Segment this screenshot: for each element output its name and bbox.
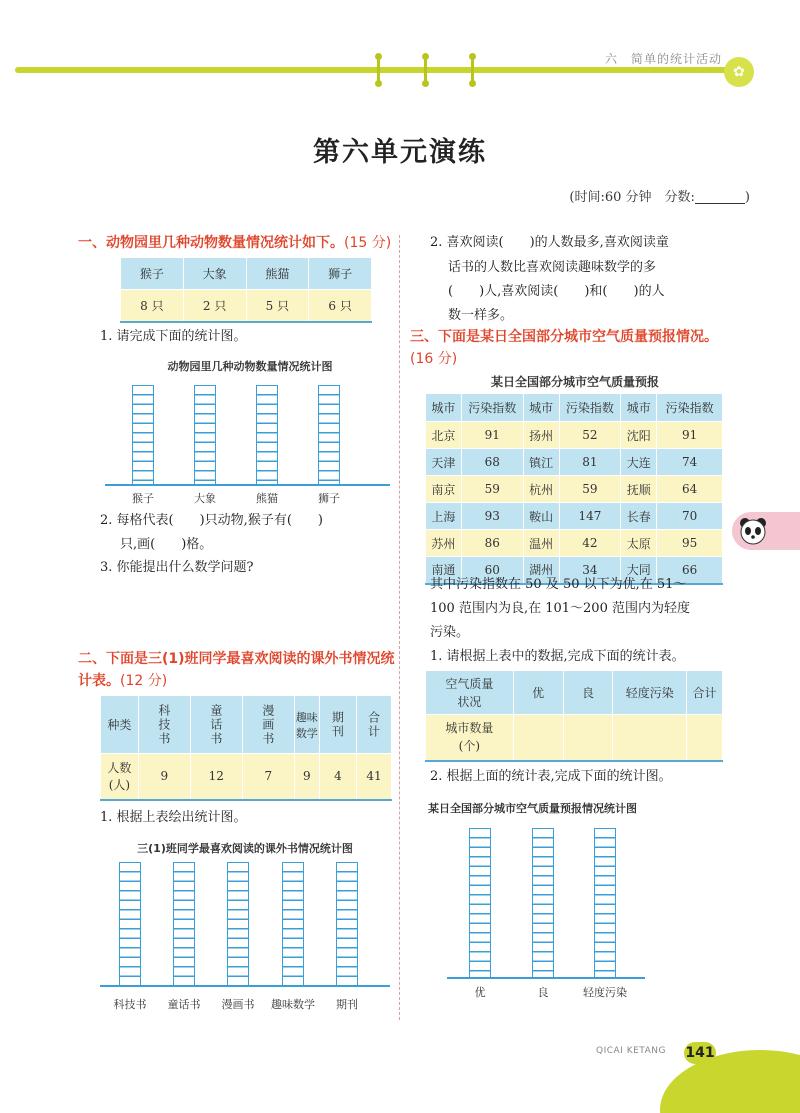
q3-index: 66 <box>657 557 723 584</box>
q3-index: 52 <box>559 422 621 449</box>
q1-value: 8 只 <box>121 290 184 322</box>
section-title: 六 简单的统计活动 <box>604 52 722 66</box>
q1-header: 猴子 <box>121 258 184 290</box>
q3-city: 湖州 <box>523 557 559 584</box>
q3-index: 74 <box>657 449 723 476</box>
q1-sub3: 3. 你能提出什么数学问题? <box>100 560 254 575</box>
q3-bar-label: 良 <box>537 986 549 999</box>
q3-table2-header: 优 <box>513 671 563 715</box>
q3-table-title: 某日全国部分城市空气质量预报 <box>490 375 659 389</box>
q2-header: 童话书 <box>190 696 242 754</box>
header-bead-icon <box>469 53 476 87</box>
q3-city: 上海 <box>426 503 462 530</box>
q3-index: 60 <box>461 557 523 584</box>
q3-city: 苏州 <box>426 530 462 557</box>
q3-city: 抚顺 <box>621 476 657 503</box>
q3-index: 68 <box>461 449 523 476</box>
q3-table-row <box>426 503 723 530</box>
q2-axis <box>100 985 390 987</box>
page-number: 141 <box>684 1042 716 1064</box>
q1-bar-grid[interactable] <box>256 385 278 485</box>
column-divider <box>399 235 400 1020</box>
q1-sub2: 2. 每格代表( )只动物,猴子有( ) <box>100 513 323 528</box>
q3-city: 沈阳 <box>621 422 657 449</box>
score-blank[interactable] <box>695 192 745 204</box>
q2-value: 12 <box>190 754 242 800</box>
q3-city: 北京 <box>426 422 462 449</box>
q3-sub2: 2. 根据上面的统计表,完成下面的统计图。 <box>430 769 672 784</box>
q2-data-label: 人数(人) <box>101 754 139 800</box>
q2-bar-label: 科技书 <box>113 998 147 1011</box>
q3-chart-title: 某日全国部分城市空气质量预报情况统计图 <box>428 802 637 815</box>
q1-title: 一、动物园里几种动物数量情况统计如下。(15 分) <box>78 235 392 251</box>
q3-desc2: 100 范围内为良,在 101～200 范围内为轻度 <box>430 601 690 616</box>
q3-city: 南通 <box>426 557 462 584</box>
q2-bar-label: 趣味数学 <box>271 998 315 1011</box>
q3-table-row <box>426 422 723 449</box>
q3-table2 <box>425 670 723 762</box>
q3-bar-grid[interactable] <box>594 828 616 978</box>
q1-sub2-cont: 只,画( )格。 <box>120 537 213 552</box>
q3-table2-input[interactable] <box>513 715 563 761</box>
q1-bar-grid[interactable] <box>132 385 154 485</box>
q3-index: 70 <box>657 503 723 530</box>
q1-bar-label: 猴子 <box>132 492 154 505</box>
q3-table-row <box>426 449 723 476</box>
header-bead-icon <box>422 53 429 87</box>
q2-bar-label: 漫画书 <box>221 998 255 1011</box>
q3-table-row <box>426 476 723 503</box>
panda-badge-icon: ✿ <box>724 57 754 87</box>
q3-table2-header: 轻度污染 <box>613 671 687 715</box>
q3-index: 59 <box>559 476 621 503</box>
q1-header: 熊猫 <box>246 258 309 290</box>
q2-bar-label: 童话书 <box>167 998 201 1011</box>
q2-title: 二、下面是三(1)班同学最喜欢阅读的课外书情况统计表。(12 分) <box>78 651 395 689</box>
q1-header: 大象 <box>183 258 246 290</box>
q2-sub2-line4: 数一样多。 <box>448 308 514 323</box>
q3-city: 鞍山 <box>523 503 559 530</box>
q1-bar-label: 大象 <box>194 492 216 505</box>
q2-sub2-line3: ( )人,喜欢阅读( )和( )的人 <box>448 284 665 299</box>
q2-header: 合计 <box>356 696 391 754</box>
q1-table <box>120 257 372 323</box>
q3-city: 南京 <box>426 476 462 503</box>
q3-table2-input[interactable] <box>563 715 613 761</box>
q3-index: 91 <box>657 422 723 449</box>
page-title: 第六单元演练 <box>313 137 487 168</box>
q2-value: 9 <box>138 754 190 800</box>
q3-index: 42 <box>559 530 621 557</box>
q3-index: 59 <box>461 476 523 503</box>
q3-index: 95 <box>657 530 723 557</box>
q2-bar-grid[interactable] <box>173 862 195 986</box>
q1-bar-label: 狮子 <box>318 492 340 505</box>
q3-city: 长春 <box>621 503 657 530</box>
q2-sub1: 1. 根据上表绘出统计图。 <box>100 810 247 825</box>
q2-sub2: 2. 喜欢阅读( )的人数最多,喜欢阅读童 <box>430 235 669 250</box>
q1-header: 狮子 <box>309 258 372 290</box>
q2-bar-label: 期刊 <box>336 998 358 1011</box>
q3-header-index: 污染指数 <box>657 394 723 422</box>
q1-bar-grid[interactable] <box>318 385 340 485</box>
q1-bar-label: 熊猫 <box>256 492 278 505</box>
q1-value: 2 只 <box>183 290 246 322</box>
q2-header: 期刊 <box>319 696 356 754</box>
q3-table2-header: 良 <box>563 671 613 715</box>
footer-decoration <box>660 1050 800 1113</box>
q2-table <box>100 695 392 801</box>
footer-brand: QICAI KETANG <box>596 1046 666 1056</box>
q3-index: 147 <box>559 503 621 530</box>
q3-city: 温州 <box>523 530 559 557</box>
q2-header: 趣味数学 <box>294 696 319 754</box>
q3-index: 91 <box>461 422 523 449</box>
q2-value: 4 <box>319 754 356 800</box>
q3-index: 34 <box>559 557 621 584</box>
q3-city: 扬州 <box>523 422 559 449</box>
q3-city: 镇江 <box>523 449 559 476</box>
q2-row-header: 种类 <box>101 696 139 754</box>
q3-index: 93 <box>461 503 523 530</box>
q3-bar-label: 优 <box>474 986 486 999</box>
q3-table <box>425 393 723 585</box>
q3-header-city: 城市 <box>523 394 559 422</box>
q3-table2-rowlabel: 城市数量 (个) <box>426 715 514 761</box>
q3-axis <box>447 977 645 979</box>
q3-desc3: 污染。 <box>430 625 470 640</box>
q1-sub1: 1. 请完成下面的统计图。 <box>100 329 247 344</box>
q2-bar-grid[interactable] <box>119 862 141 986</box>
q3-bar-grid[interactable] <box>469 828 491 978</box>
time-score-line: (时间:60 分钟 分数: ) <box>569 190 750 205</box>
q1-value: 5 只 <box>246 290 309 322</box>
panda-icon <box>738 516 768 546</box>
q3-header-city: 城市 <box>426 394 462 422</box>
q3-index: 81 <box>559 449 621 476</box>
q1-chart-title: 动物园里几种动物数量情况统计图 <box>167 360 333 373</box>
q3-table2-header: 合计 <box>687 671 723 715</box>
q2-chart-title: 三(1)班同学最喜欢阅读的课外书情况统计图 <box>137 842 353 855</box>
q2-header: 漫画书 <box>242 696 294 754</box>
q3-city: 天津 <box>426 449 462 476</box>
q1-bar-grid[interactable] <box>194 385 216 485</box>
q3-city: 大同 <box>621 557 657 584</box>
q3-header-city: 城市 <box>621 394 657 422</box>
q2-value: 41 <box>356 754 391 800</box>
q2-value: 7 <box>242 754 294 800</box>
q1-axis <box>105 484 390 486</box>
q3-table2-input[interactable] <box>613 715 687 761</box>
q3-bar-grid[interactable] <box>532 828 554 978</box>
q3-city: 杭州 <box>523 476 559 503</box>
q2-bar-grid[interactable] <box>282 862 304 986</box>
q3-header-index: 污染指数 <box>559 394 621 422</box>
q3-desc1: 其中污染指数在 50 及 50 以下为优,在 51～ <box>430 577 687 592</box>
q3-city: 太原 <box>621 530 657 557</box>
q2-header: 科技书 <box>138 696 190 754</box>
q3-header-index: 污染指数 <box>461 394 523 422</box>
q3-sub1: 1. 请根据上表中的数据,完成下面的统计表。 <box>430 649 685 664</box>
q3-bar-label: 轻度污染 <box>583 986 627 999</box>
q3-index: 64 <box>657 476 723 503</box>
q2-value: 9 <box>294 754 319 800</box>
q3-table2-input[interactable] <box>687 715 723 761</box>
header-bead-icon <box>375 53 382 87</box>
q2-bar-grid[interactable] <box>227 862 249 986</box>
q2-bar-grid[interactable] <box>336 862 358 986</box>
q2-sub2-line2: 话书的人数比喜欢阅读趣味数学的多 <box>448 260 657 275</box>
q3-table2-corner: 空气质量 状况 <box>426 671 514 715</box>
q3-index: 86 <box>461 530 523 557</box>
q3-city: 大连 <box>621 449 657 476</box>
q1-value: 6 只 <box>309 290 372 322</box>
q3-title: 三、下面是某日全国部分城市空气质量预报情况。(16 分) <box>410 329 718 367</box>
q3-table-row <box>426 530 723 557</box>
